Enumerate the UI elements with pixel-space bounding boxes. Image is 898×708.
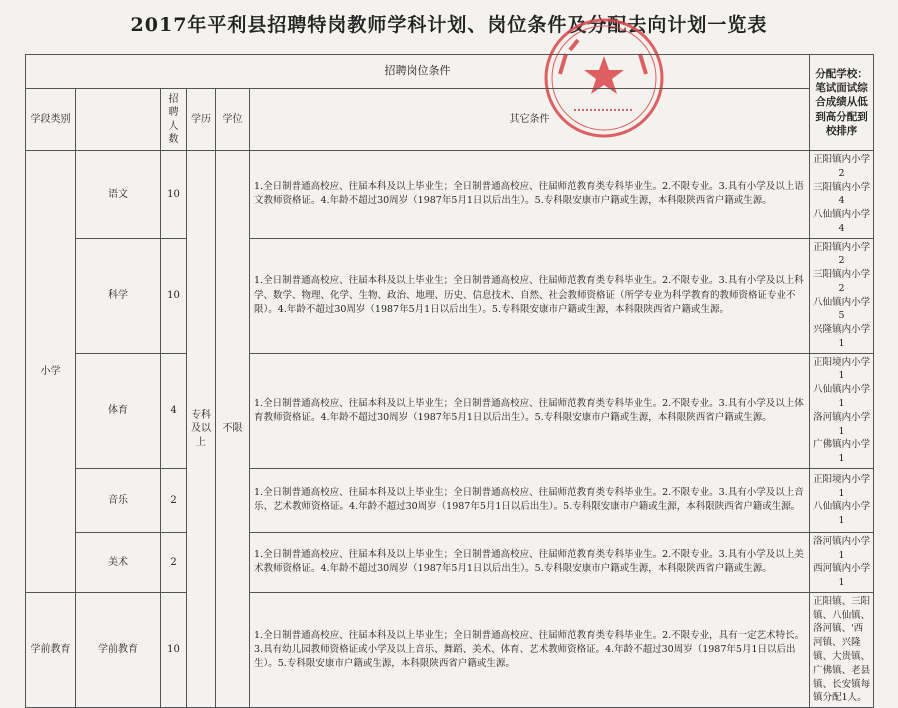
assignment-line: 八仙镇内小学1: [813, 501, 871, 527]
header-level: 学段类别: [26, 89, 76, 151]
count-cell: 2: [161, 532, 187, 592]
conditions-cell: 1.全日制普通高校应、往届本科及以上毕业生；全日制普通高校应、往届师范教育类专科毕业生。2.不限专业。3.具有小学及以上语文教师资格证。4.年龄不超过30周岁（1987年5月1日以后出生）。5.专科限安康市户籍或生源，本科限陕西省户籍或生源。: [250, 151, 810, 239]
header-subject: [76, 89, 161, 151]
assignment-cell: [810, 353, 874, 468]
assignment-line: 三阳镇内小学2: [813, 269, 871, 294]
conditions-cell: 1.全日制普通高校应、往届本科及以上毕业生；全日制普通高校应、往届师范教育类专科毕业生。2.不限专业。3.具有小学及以上科学、数学、物理、化学、生物、政治、地理、历史、信息技术、自然、社会教师资格证（所学专业为科学教育的教师资格证专业不限）。4.年龄不超过30周岁（1987年5月1日以后出生）。5.专科限安康市户籍或生源，本科限陕西省户籍或生源。: [250, 238, 810, 353]
table-row: [26, 592, 874, 707]
conditions-cell: 1.全日制普通高校应、往届本科及以上毕业生；全日制普通高校应、往届师范教育类专科毕业生。2.不限专业，具有一定艺术特长。3.具有幼儿园教师资格证或小学及以上音乐、舞蹈、美术、体育、艺术教师资格证。4.年龄不超过30周岁（1987年5月1日以后出生）。5.专科限安康市户籍或生源，本科限陕西省户籍或生源。: [250, 592, 810, 707]
subject-cell: 体育: [76, 353, 161, 468]
assignment-line: 八仙镇内小学5: [813, 296, 871, 322]
table-row: [26, 151, 874, 239]
assignment-cell: [810, 151, 874, 239]
header-degree: 学位: [216, 89, 250, 151]
conditions-cell: 1.全日制普通高校应、往届本科及以上毕业生；全日制普通高校应、往届师范教育类专科毕业生。2.不限专业。3.具有小学及以上美术教师资格证。4.年龄不超过30周岁（1987年5月1日以后出生）。5.专科限安康市户籍或生源，本科限陕西省户籍或生源。: [250, 532, 810, 592]
level-cell-preschool: 学前教育: [26, 592, 76, 707]
assignment-cell: 正阳镇、三阳镇、八仙镇、洛河镇、'西河镇、兴隆镇、大贵镇、广佛镇、老县镇、长安镇每镇分配1人。: [810, 592, 874, 707]
header-education: 学历: [187, 89, 216, 151]
conditions-cell: 1.全日制普通高校应、往届本科及以上毕业生；全日制普通高校应、往届师范教育类专科毕业生。2.不限专业。3.具有小学及以上音乐、艺术教师资格证。4.年龄不超过30周岁（1987年5月1日以后出生）。5.专科限安康市户籍或生源，本科限陕西省户籍或生源。: [250, 468, 810, 532]
table-row: [26, 353, 874, 468]
count-cell: 10: [161, 151, 187, 239]
header-other: 其它条件: [250, 89, 810, 151]
count-cell: 10: [161, 592, 187, 707]
table-row: [26, 468, 874, 532]
count-cell: 4: [161, 353, 187, 468]
assignment-line: 八仙镇内小学4: [813, 209, 871, 234]
degree-cell: 不限: [216, 151, 250, 708]
assignment-line: 广佛镇内小学1: [813, 439, 871, 465]
assignment-line: 正阳境内小学1: [813, 356, 871, 382]
subject-cell: 科学: [76, 238, 161, 353]
header-count: 招聘人数: [161, 89, 187, 151]
conditions-cell: 1.全日制普通高校应、往届本科及以上毕业生；全日制普通高校应、往届师范教育类专科毕业生。2.不限专业。3.具有小学及以上体育教师资格证。4.年龄不超过30周岁（1987年5月1日以后出生）。5.专科限安康市户籍或生源，本科限陕西省户籍或生源。: [250, 353, 810, 468]
assignment-line: 洛河镇内小学1: [813, 535, 871, 561]
count-cell: 10: [161, 238, 187, 353]
assignment-line: 正阳境内小学1: [813, 473, 871, 499]
assignment-cell: [810, 468, 874, 532]
subject-cell: 美术: [76, 532, 161, 592]
header-assignment: 分配学校：笔试面试综合成绩从低到高分配到校排序: [810, 55, 874, 151]
assignment-line: 洛河镇内小学1: [813, 411, 871, 437]
assignment-line: 正阳镇内小学2: [813, 154, 871, 179]
assignment-line: 八仙镇内小学1: [813, 384, 871, 410]
header-recruit-conditions: 招聘岗位条件: [26, 55, 810, 89]
table-row: [26, 532, 874, 592]
page-title: 2017年平利县招聘特岗教师学科计划、岗位条件及分配去向计划一览表: [130, 14, 768, 36]
count-cell: 2: [161, 468, 187, 532]
assignment-line: 兴隆镇内小学1: [813, 324, 871, 349]
subject-cell: 语文: [76, 151, 161, 239]
assignment-cell: [810, 532, 874, 592]
education-cell: 专科及以上: [187, 151, 216, 708]
assignment-cell: [810, 238, 874, 353]
recruitment-plan-table: [25, 54, 874, 708]
assignment-line: 西河镇内小学1: [813, 563, 871, 589]
level-cell-primary: 小学: [26, 151, 76, 593]
subject-cell: 学前教育: [76, 592, 161, 707]
assignment-line: 三阳镇内小学4: [813, 181, 871, 207]
table-row: [26, 238, 874, 353]
subject-cell: 音乐: [76, 468, 161, 532]
assignment-line: 正阳镇内小学2: [813, 241, 871, 267]
